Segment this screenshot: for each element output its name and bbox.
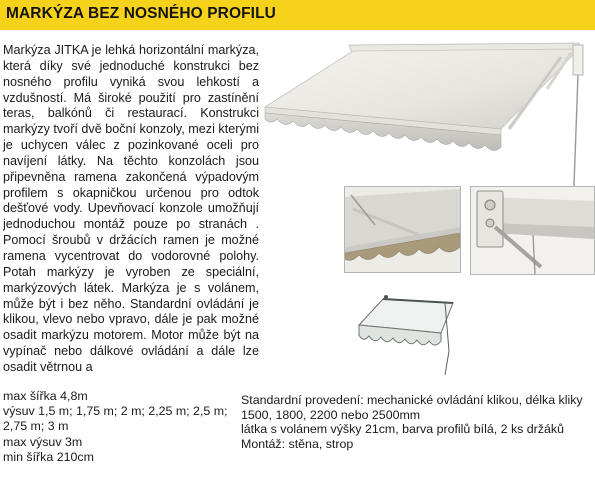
specs-left [3, 389, 235, 465]
awning-bracket-detail-photo [470, 186, 595, 275]
spec-fabric: látka s volánem výšky 21cm, barva profilů bílá, 2 ks držáků [241, 422, 564, 437]
spec-standard-version: Standardní provedení: mechanické ovládání klikou, délka kliky [241, 393, 583, 407]
page-header [0, 0, 595, 30]
spec-mounting: Montáž: stěna, strop [241, 436, 354, 451]
spec-max-projection: max výsuv 3m [3, 434, 83, 449]
spec-projection-cont: 2,75 m; 3 m [3, 419, 69, 434]
awning-line-drawing [349, 291, 463, 379]
specs-right [241, 393, 593, 451]
page-title: MARKÝZA BEZ NOSNÉHO PROFILU [6, 5, 276, 22]
spec-max-width: max šířka 4,8m [3, 389, 88, 403]
product-description: Markýza JITKA je lehká horizontální markýza, která díky své jednoduché konstrukci bez nosného profilu vyniká svou lehkostí a vzdušností. Má široké použití pro zastínění teras, balkónů či restaurací. Konstrukci markýzy tvoří dvě boční konzoly, mezi kterými je uchycen válec z pozinkované oceli pro navíjení látky. Na těchto konzolách jsou připevněna ramena zakončená výpadovým profilem s okapničkou určenou pro odtok dešťové vody. Upevňovací konzole umožňují jednoduchou montáž pouze po stranách . Pomocí šroubů v držácích ramen je možné ramena vycentrovat do vodorovné polohy. Potah markýzy je vyroben ze speciální, markýzových látek. Markýza je s volánem, může být i bez něho. Standardní ovládání je klikou, vlevo nebo vpravo, dále je pak možné osadit markýzu motorem. Motor může být na vypínač nebo dálkové ovládání a dále lze osadit větrnou a [3, 43, 259, 374]
awning-drawing-icon [349, 291, 463, 379]
spec-projection: výsuv 1,5 m; 1,75 m; 2 m; 2,25 m; 2,5 m; [3, 404, 228, 419]
spec-min-width: min šířka 210cm [3, 449, 94, 464]
awning-arm-detail-photo [344, 186, 461, 273]
awning-arm-icon [345, 187, 460, 272]
bracket-icon [471, 187, 594, 274]
spec-crank-lengths: 1500, 1800, 2200 nebo 2500mm [241, 407, 421, 422]
